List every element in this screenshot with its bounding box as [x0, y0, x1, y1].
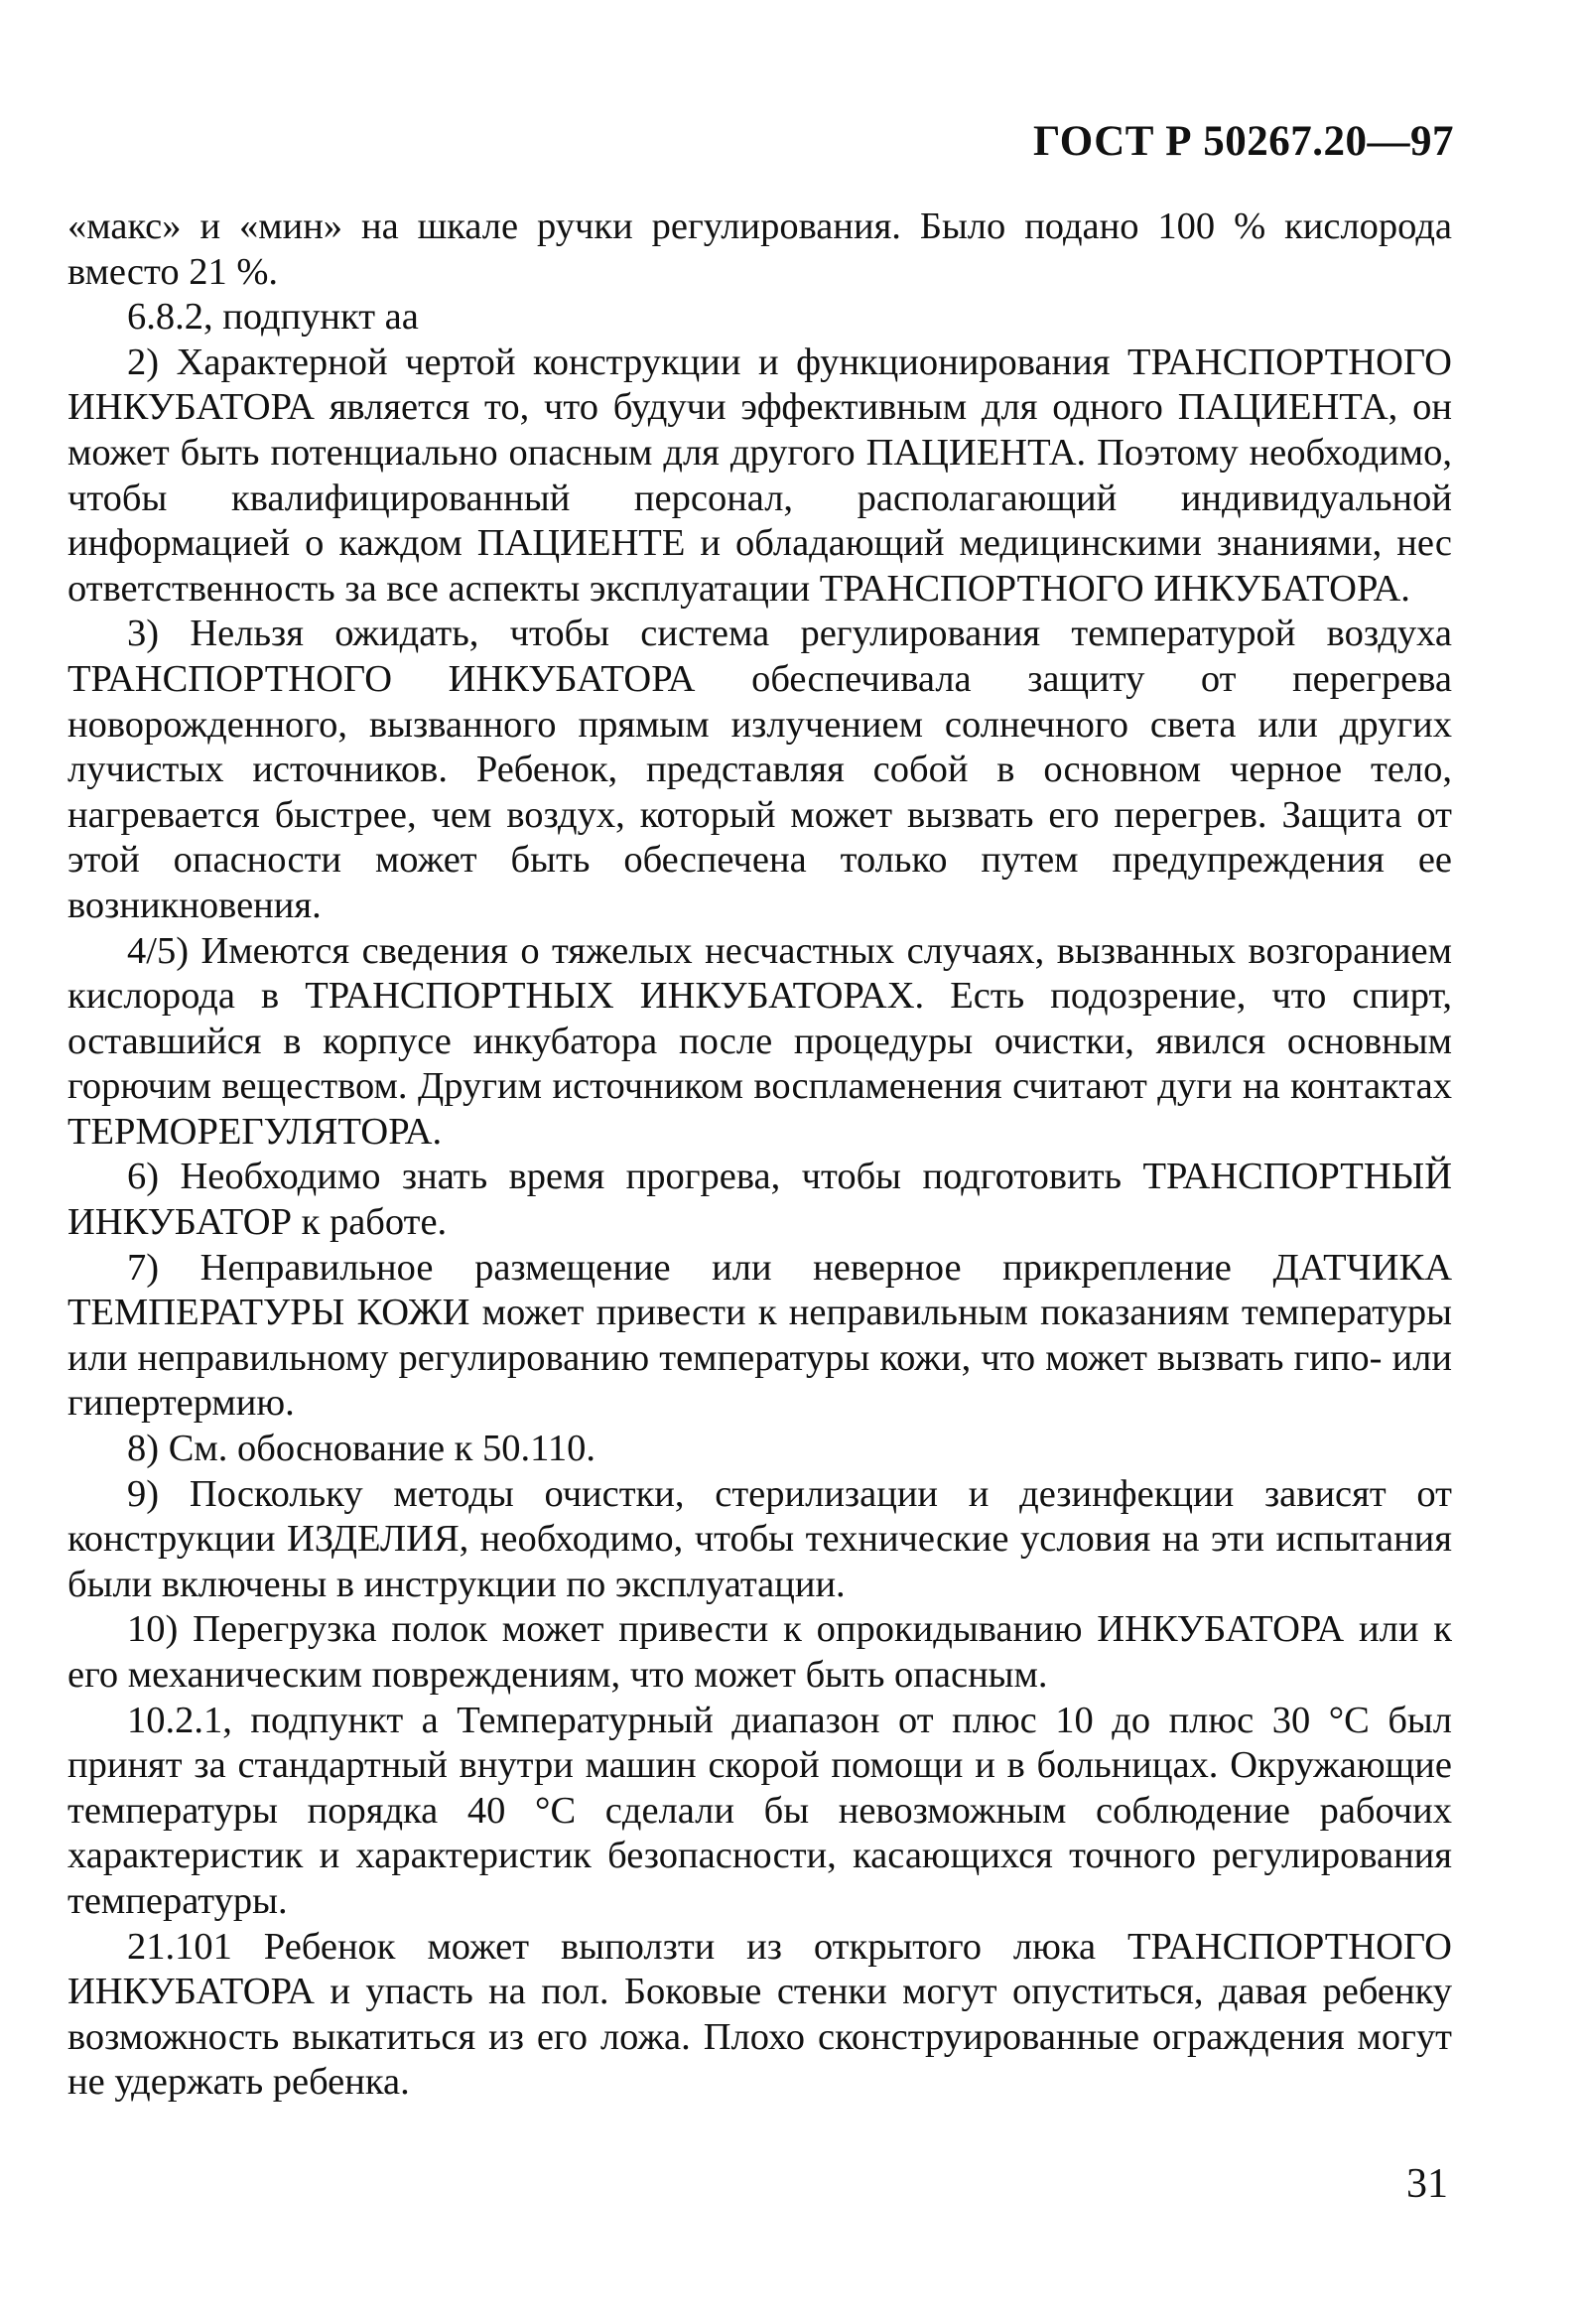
document-header: ГОСТ Р 50267.20—97	[1032, 118, 1454, 165]
paragraph-item-2: 2) Характерной чертой конструкции и функционирования ТРАНСПОРТНОГО ИНКУБАТОРА является то, что будучи эффективным для одного ПАЦИЕНТА, он может быть потенциально опасным для другого ПАЦИЕНТА. Поэтому необходимо, чтобы квалифицированный персонал, располагающий индивидуальной информацией о каждом ПАЦИЕНТЕ и обладающий медицинскими знаниями, нес ответственность за все аспекты эксплуатации ТРАНСПОРТНОГО ИНКУБАТОРА.	[67, 341, 1452, 610]
paragraph-item-6: 6) Необходимо знать время прогрева, чтобы подготовить ТРАНСПОРТНЫЙ ИНКУБАТОР к работе.	[67, 1156, 1452, 1244]
page-number: 31	[1406, 2161, 1448, 2207]
paragraph-clause-21-101: 21.101 Ребенок может выползти из открытого люка ТРАНСПОРТНОГО ИНКУБАТОРА и упасть на пол. Боковые стенки могут опуститься, давая ребенку возможность выкатиться из его ложа. Плохо сконструированные ограждения могут не удержать ребенка.	[67, 1925, 1452, 2104]
paragraph-item-10: 10) Перегрузка полок может привести к опрокидыванию ИНКУБАТОРА или к его механическим повреждениям, что может быть опасным.	[67, 1608, 1452, 1696]
paragraph-item-7: 7) Неправильное размещение или неверное прикрепление ДАТЧИКА ТЕМПЕРАТУРЫ КОЖИ может привести к неправильным показаниям температуры или неправильному регулированию температуры кожи, что может вызвать гипо- или гипертермию.	[67, 1246, 1452, 1425]
paragraph-subclause-10-2-1: 10.2.1, подпункт а Температурный диапазон от плюс 10 до плюс 30 °С был принят за стандартный внутри машин скорой помощи и в больницах. Окружающие температуры порядка 40 °С сделали бы невозможным соблюдение рабочих характеристик и характеристик безопасности, касающихся точного регулирования температуры.	[67, 1699, 1452, 1922]
paragraph-item-9: 9) Поскольку методы очистки, стерилизации и дезинфекции зависят от конструкции ИЗДЕЛИЯ, необходимо, чтобы технические условия на эти испытания были включены в инструкции по эксплуатации.	[67, 1472, 1452, 1605]
paragraph-continuation: «макс» и «мин» на шкале ручки регулирования. Было подано 100 % кислорода вместо 21 %.	[67, 205, 1452, 293]
paragraph-subclause-heading: 6.8.2, подпункт аа	[127, 296, 419, 339]
document-body	[67, 205, 1452, 2106]
paragraph-item-3: 3) Нельзя ожидать, чтобы система регулирования температурой воздуха ТРАНСПОРТНОГО ИНКУБАТОРА обеспечивала защиту от перегрева новорожденного, вызванного прямым излучением солнечного света или других лучистых источников. Ребенок, представляя собой в основном черное тело, нагревается быстрее, чем воздух, который может вызвать его перегрев. Защита от этой опасности может быть обеспечена только путем предупреждения ее возникновения.	[67, 613, 1452, 926]
paragraph-item-8: 8) См. обоснование к 50.110.	[127, 1428, 596, 1470]
paragraph-item-4-5: 4/5) Имеются сведения о тяжелых несчастных случаях, вызванных возгоранием кислорода в ТРАНСПОРТНЫХ ИНКУБАТОРАХ. Есть подозрение, что спирт, оставшийся в корпусе инкубатора после процедуры очистки, явился основным горючим веществом. Другим источником воспламенения считают дуги на контактах ТЕРМОРЕГУЛЯТОРА.	[67, 929, 1452, 1153]
